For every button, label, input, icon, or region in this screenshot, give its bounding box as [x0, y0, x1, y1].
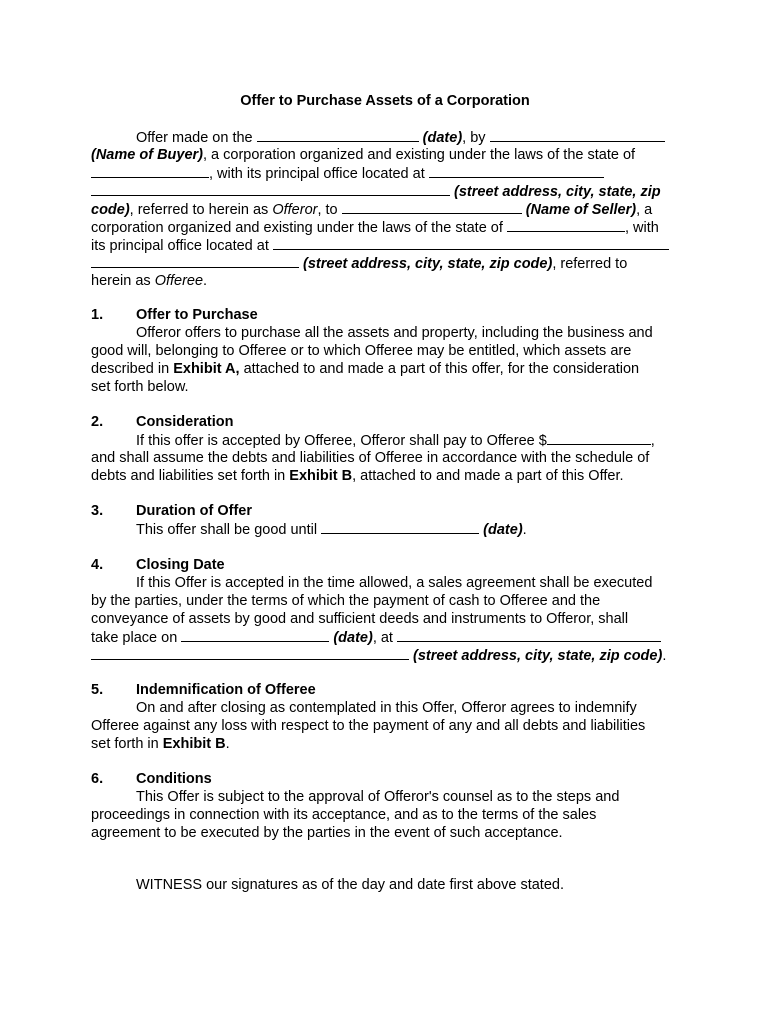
- section-5-line-2: Offeree against any loss with respect to the payment of any and all debts and liabilities: [91, 718, 646, 734]
- date-blank[interactable]: [257, 128, 419, 142]
- intro-line-5: code), referred to herein as Offeror, to (Name of Seller), a: [91, 202, 653, 218]
- duration-date-blank[interactable]: [321, 520, 479, 534]
- section-heading-row: 5. Indemnification of Offeree: [91, 682, 316, 698]
- section-4-line-4: take place on (date), at: [91, 628, 676, 646]
- seller-name-blank[interactable]: [342, 200, 522, 214]
- section-1-line-2: good will, belonging to Offeree or to which Offeree may be entitled, which assets are: [91, 343, 632, 359]
- intro-line-2: (Name of Buyer), a corporation organized and existing under the laws of the state of: [91, 147, 636, 163]
- seller-state-blank[interactable]: [507, 218, 625, 232]
- closing-address-blank-1[interactable]: [397, 628, 661, 642]
- section-4-line-5: (street address, city, state, zip code).: [91, 646, 676, 664]
- section-1-line-3: described in Exhibit A, attached to and made a part of this offer, for the consideration: [91, 361, 640, 377]
- section-heading-row: 3. Duration of Offer: [91, 503, 252, 519]
- section-indemnification: [91, 681, 676, 753]
- buyer-address-blank-1[interactable]: [429, 164, 604, 178]
- section-3-line-1: This offer shall be good until (date).: [136, 522, 527, 538]
- section-6-line-2: proceedings in connection with its acceptance, and as to the terms of the sales: [91, 807, 597, 823]
- seller-address-blank-1[interactable]: [273, 236, 669, 250]
- section-heading-row: 2. Consideration: [91, 414, 234, 430]
- intro-line-1: Offer made on the (date), by: [91, 128, 676, 146]
- intro-line-8: (street address, city, state, zip code), referred to: [91, 254, 676, 272]
- buyer-address-blank-2[interactable]: [91, 182, 450, 196]
- section-consideration: [91, 413, 676, 485]
- closing-address-blank-2[interactable]: [91, 646, 409, 660]
- section-heading-row: 6. Conditions: [91, 771, 212, 787]
- section-4-line-3: conveyance of assets by good and sufficient deeds and instruments to Offeror, shall: [91, 611, 629, 627]
- price-blank[interactable]: [547, 431, 651, 445]
- document-title: Offer to Purchase Assets of a Corporation: [240, 93, 530, 109]
- intro-line-6: corporation organized and existing under the laws of the state of , with: [91, 220, 659, 236]
- witness-statement: [91, 876, 676, 894]
- witness-line: WITNESS our signatures as of the day and date first above stated.: [136, 877, 564, 893]
- section-2-line-3: debts and liabilities set forth in Exhibit B, attached to and made a part of this Offer.: [91, 468, 624, 484]
- section-4-line-2: by the parties, under the terms of which the payment of cash to Offeree and the: [91, 593, 601, 609]
- intro-line-9: herein as Offeree.: [91, 273, 208, 289]
- section-1-line-4: set forth below.: [91, 379, 189, 395]
- section-4-line-1: If this Offer is accepted in the time allowed, a sales agreement shall be executed: [136, 575, 653, 591]
- intro-paragraph: [91, 128, 676, 290]
- section-offer-to-purchase: [91, 306, 676, 396]
- buyer-state-blank[interactable]: [91, 164, 209, 178]
- section-1-line-1: Offeror offers to purchase all the assets and property, including the business and: [136, 325, 653, 341]
- section-heading-row: 1. Offer to Purchase: [91, 307, 258, 323]
- section-5-line-3: set forth in Exhibit B.: [91, 736, 230, 752]
- section-6-line-1: This Offer is subject to the approval of Offeror's counsel as to the steps and: [136, 789, 620, 805]
- section-duration-of-offer: [91, 502, 676, 538]
- intro-line-4: (street address, city, state, zip: [91, 182, 676, 200]
- section-6-line-3: agreement to be executed by the parties in the event of such acceptance.: [91, 825, 563, 841]
- buyer-name-blank[interactable]: [490, 128, 665, 142]
- closing-date-blank[interactable]: [181, 628, 329, 642]
- section-closing-date: [91, 556, 676, 664]
- intro-line-7: its principal office located at: [91, 236, 676, 254]
- section-conditions: [91, 770, 676, 842]
- intro-line-3: , with its principal office located at: [91, 164, 676, 182]
- section-2-line-2: and shall assume the debts and liabilities of Offeree in accordance with the schedule of: [91, 450, 650, 466]
- section-2-line-1: If this offer is accepted by Offeree, Offeror shall pay to Offeree $ ,: [136, 433, 655, 449]
- section-5-line-1: On and after closing as contemplated in this Offer, Offeror agrees to indemnify: [136, 700, 637, 716]
- seller-address-blank-2[interactable]: [91, 254, 299, 268]
- section-heading-row: 4. Closing Date: [91, 557, 225, 573]
